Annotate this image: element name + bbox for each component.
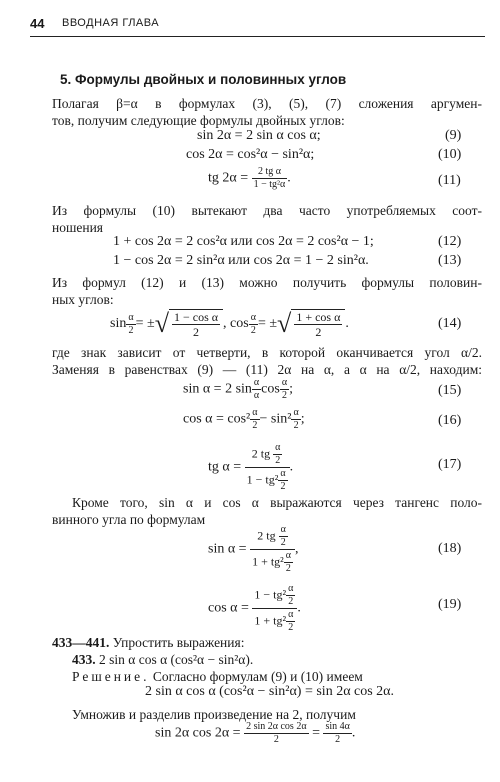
formula-10-number: (10) — [438, 147, 462, 162]
formula-14-sin: sin — [110, 316, 127, 332]
formula-11-numerator: 2 tg α — [252, 166, 288, 179]
formula-11-number: (11) — [438, 173, 461, 188]
formula-17-number: (17) — [438, 457, 462, 472]
solution-formula: 2 sin α cos α (cos²α − sin²α) = sin 2α cos 2α. — [145, 684, 395, 699]
formula-14-sqrt-1: $\frac{\text{1 − cos α}}{2}$ — [169, 309, 223, 339]
formula-13-number: (13) — [438, 253, 462, 268]
formula-11-denominator: 1 − tg²α — [253, 179, 286, 190]
final-formula: sin 2α cos 2α = $\frac{\text{2 sin 2α cos 2α}}{2}$ = $\frac{\sin 4\alpha}{2}$ . — [155, 721, 356, 745]
page-header — [30, 14, 485, 37]
formula-14: sin $\frac{\alpha}{2}$ = ±√ $\frac{\text{1 − cos α}}{2}$ , cos $\frac{\alpha}{2}$ = ±√ $\frac{\text{1 + cos α}}{2}$ . — [110, 309, 349, 339]
paragraph-2-line-2: ношения — [52, 220, 104, 235]
formula-16: cos α = cos² $\frac{\alpha}{2}$ − sin² $\frac{\alpha}{2}$ ; — [183, 407, 305, 431]
paragraph-5-line-1: Кроме того, sin α и cos α выражаются через тангенс поло- — [72, 495, 482, 510]
solution-line — [72, 668, 482, 685]
page-number: 44 — [30, 16, 45, 31]
exercise-433 — [72, 651, 482, 668]
formula-14-half-angle-1: $\frac{\alpha}{2}$ — [128, 311, 134, 336]
formula-11-lhs: tg 2α = — [208, 170, 249, 186]
section-title: 5. Формулы двойных и половинных углов — [60, 72, 347, 87]
paragraph-4-line-2: Заменяя в равенствах (9) — (11) 2α на α, а α на α/2, находим: — [52, 362, 482, 377]
exercise-expression: 2 sin α cos α (cos²α − sin²α). — [95, 652, 254, 667]
paragraph-1-line-2: тов, получим следующие формулы двойных углов: — [52, 113, 345, 128]
paragraph-1-line-1: Полагая β=α в формулах (3), (5), (7) сложения аргумен- — [52, 96, 482, 111]
solution-text: Согласно формулам (9) и (10) имеем — [149, 669, 363, 684]
formula-11 — [208, 166, 291, 191]
formula-13: 1 − cos 2α = 2 sin²α или cos 2α = 1 − 2 sin²α. — [113, 253, 369, 268]
problems-range: 433—441. — [52, 635, 110, 650]
paragraph-5-line-2: винного угла по формулам — [52, 512, 206, 527]
formula-12-number: (12) — [438, 234, 462, 249]
formula-14-number: (14) — [438, 316, 462, 331]
exercise-number: 433. — [72, 652, 96, 667]
formula-18-number: (18) — [438, 541, 462, 556]
formula-19: cos α = 1 − tg² $\frac{\alpha}{2}$ 1 + tg² $\frac{\alpha}{2}$ . — [208, 583, 301, 633]
formula-14-half-angle-2: $\frac{\alpha}{2}$ — [250, 311, 256, 336]
formula-10: cos 2α = cos²α − sin²α; — [186, 147, 315, 162]
paragraph-4-line-1: где знак зависит от четверти, в которой оканчивается угол α/2. — [52, 345, 482, 360]
formula-12: 1 + cos 2α = 2 cos²α или cos 2α = 2 cos²α − 1; — [113, 234, 374, 249]
radical-sign: √ — [277, 309, 292, 338]
paragraph-6: Умножив и разделив произведение на 2, получим — [72, 707, 356, 722]
formula-16-number: (16) — [438, 413, 462, 428]
problems-task: Упростить выражения: — [109, 635, 245, 650]
paragraph-3-line-2: ных углов: — [52, 292, 114, 307]
formula-14-cos: cos — [230, 316, 249, 332]
formula-9-number: (9) — [445, 128, 462, 143]
formula-11-tail: . — [287, 170, 291, 186]
formula-18: sin α = 2 tg $\frac{\alpha}{2}$ 1 + tg² $\frac{\alpha}{2}$ , — [208, 524, 299, 574]
formula-9: sin 2α = 2 sin α cos α; — [197, 128, 321, 143]
formula-14-sqrt-2: $\frac{\text{1 + cos α}}{2}$ — [291, 309, 345, 339]
chapter-title: ВВОДНАЯ ГЛАВА — [62, 17, 160, 29]
formula-15: sin α = 2 sin $\frac{\alpha}{\alpha}$ cos $\frac{\alpha}{2}$ ; — [183, 377, 293, 401]
formula-17: tg α = 2 tg $\frac{\alpha}{2}$ 1 − tg² $\frac{\alpha}{2}$ . — [208, 442, 294, 492]
problems-heading — [52, 634, 482, 651]
solution-label: Решение. — [72, 669, 150, 684]
paragraph-3-line-1: Из формул (12) и (13) можно получить формулы половин- — [52, 275, 482, 290]
formula-11-fraction — [252, 166, 288, 191]
formula-19-number: (19) — [438, 597, 462, 612]
radical-sign: √ — [154, 309, 169, 338]
paragraph-2-line-1: Из формулы (10) вытекают два часто употребляемых соот- — [52, 203, 482, 218]
formula-15-number: (15) — [438, 383, 462, 398]
